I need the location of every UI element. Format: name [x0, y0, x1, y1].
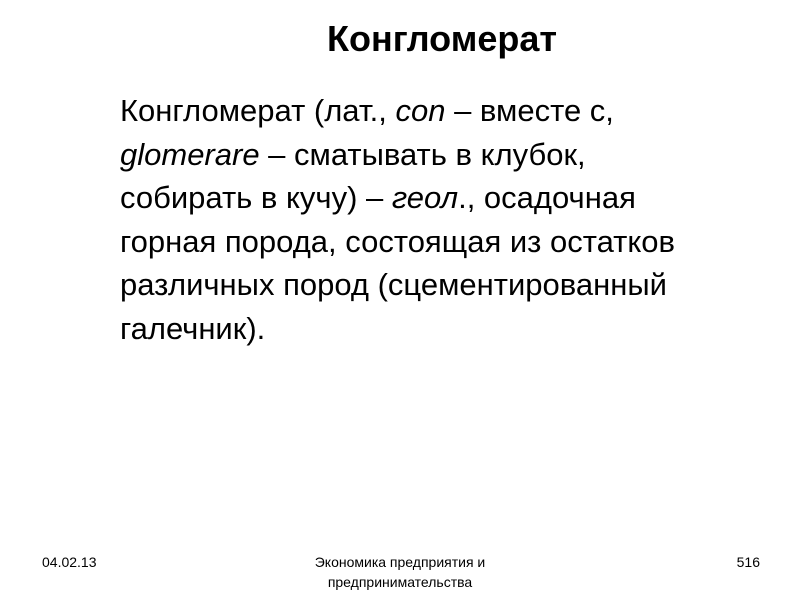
- footer-date: 04.02.13: [42, 554, 97, 570]
- footer-page-number: 516: [736, 554, 760, 570]
- text-run: галечник).: [120, 310, 266, 346]
- footer-course-line1: Экономика предприятия и: [314, 554, 486, 570]
- body-line: [120, 263, 790, 307]
- footer-course-title: [250, 552, 550, 592]
- text-run: собирать в кучу) –: [120, 180, 392, 215]
- italic-text-run: con: [395, 93, 446, 128]
- text-run: различных пород (сцементированный: [120, 267, 667, 302]
- italic-text-run: геол: [391, 180, 459, 215]
- italic-text-run: glomerare: [120, 136, 260, 172]
- body-line: [120, 89, 790, 133]
- body-line: [120, 176, 790, 220]
- body-line: [120, 220, 790, 264]
- body-line: [120, 133, 790, 177]
- text-run: Конгломерат (лат.,: [120, 93, 396, 128]
- slide-body: [120, 89, 790, 350]
- body-line: [120, 307, 790, 351]
- slide-title: Конгломерат: [326, 18, 557, 59]
- footer-course-line2: предпринимательства: [327, 574, 473, 590]
- text-run: – вместе с,: [445, 93, 614, 128]
- text-run: горная порода, состоящая из остатков: [120, 223, 675, 259]
- text-run: ., осадочная: [458, 180, 636, 215]
- text-run: – сматывать в клубок,: [259, 136, 586, 172]
